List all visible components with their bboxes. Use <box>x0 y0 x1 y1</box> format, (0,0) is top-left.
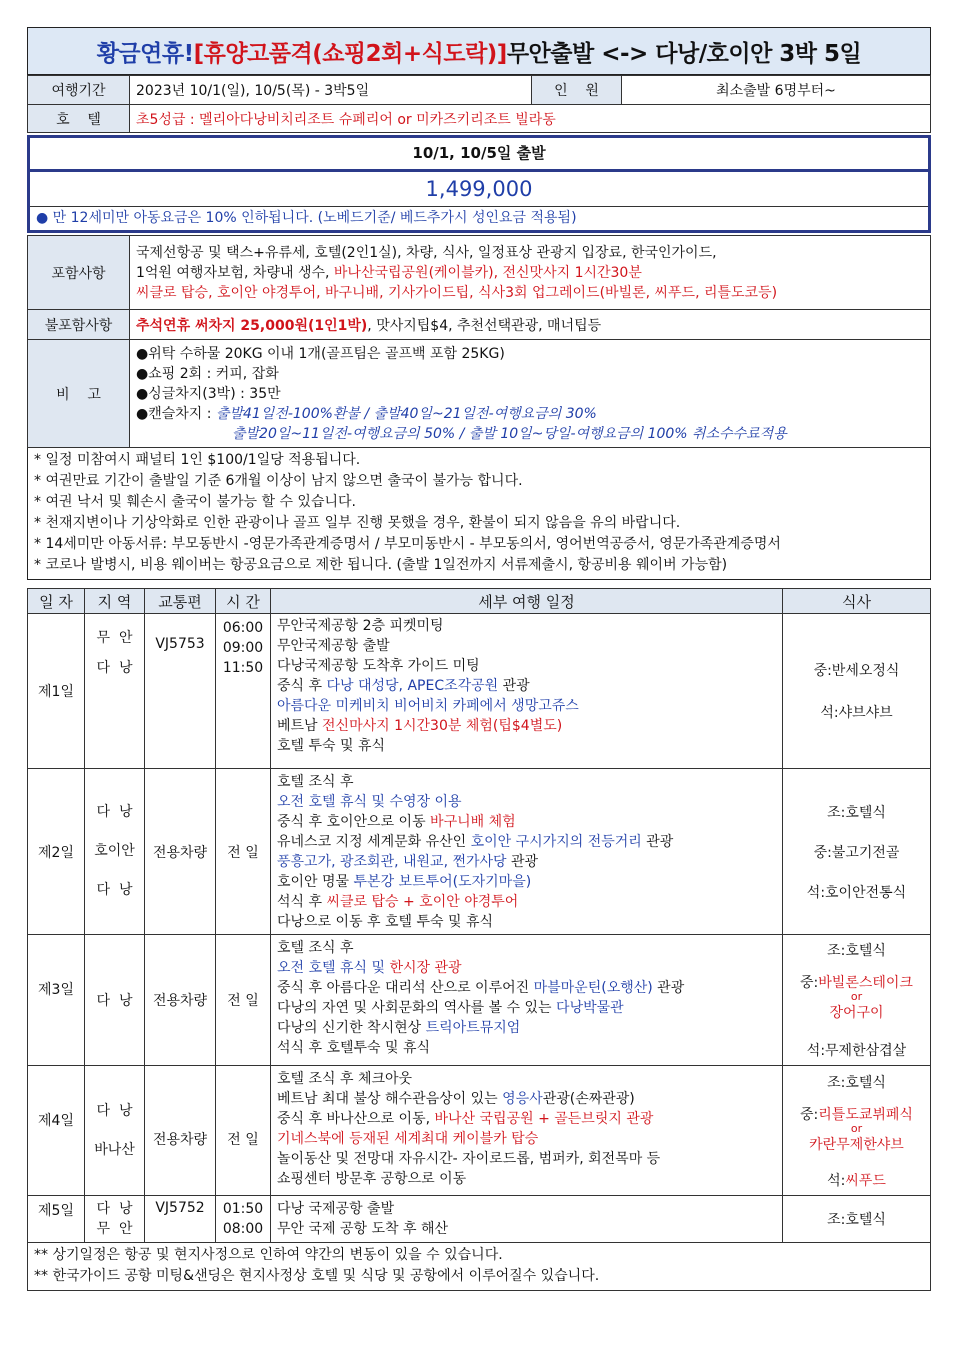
schedule-cell <box>271 769 783 935</box>
col-time: 시 간 <box>216 589 271 614</box>
day-label: 제3일 <box>28 935 85 1066</box>
meal-option: 카란무제한샤브 <box>809 1136 904 1153</box>
region-name: 바나산 <box>94 1141 135 1158</box>
itinerary-footer <box>28 1243 931 1291</box>
schedule-line <box>277 958 776 978</box>
tour-brochure <box>27 27 931 1291</box>
schedule-highlight: 오전 호텔 휴식 및 <box>277 960 390 976</box>
schedule-line: 기네스북에 등재된 세계최대 케이블카 탑승 <box>277 1131 539 1147</box>
notice-item: * 여권 낙서 및 훼손시 출국이 불가능 할 수 있습니다. <box>34 494 356 510</box>
meal-item: 조:호텔식 <box>827 1074 886 1091</box>
included-line-3: 씨클로 탑승, 호이안 야경투어, 바구니배, 기사가이드팁, 식사3회 업그레이드(바빌론, 씨푸드, 리틀도코등) <box>136 284 778 301</box>
schedule-line <box>277 1018 776 1038</box>
notice-item: * 14세미만 아동서류: 부모동반시 -영문가족관계증명서 / 부모미동반시 - 부모동의서, 영어번역공증서, 영문가족관계증명서 <box>34 536 781 552</box>
schedule-line: 다낭국제공항 도착후 가이드 미팅 <box>277 658 480 674</box>
meal-item <box>789 1104 924 1124</box>
itinerary-row-day1 <box>28 614 931 769</box>
schedule-line <box>277 892 776 912</box>
remarks-label: 비 고 <box>28 340 130 448</box>
price-block <box>27 135 931 233</box>
col-region: 지 역 <box>85 589 145 614</box>
remarks-content <box>130 340 931 448</box>
meal-prefix: 중: <box>800 1106 819 1123</box>
schedule-line <box>277 978 776 998</box>
included-line-2b: 바나산국립공원(케이블카), 전신맛사지 1시간30분 <box>333 264 642 281</box>
schedule-text: 베트남 <box>277 718 323 734</box>
schedule-text: 유네스코 지정 세계문화 유산인 <box>277 834 471 850</box>
time-value: 01:50 <box>222 1201 264 1217</box>
conditions-table <box>27 235 931 448</box>
schedule-line: 오전 호텔 휴식 및 수영장 이용 <box>277 794 462 810</box>
transport-type: 전용차량 <box>145 1066 216 1196</box>
schedule-line: 석식 후 호텔투숙 및 휴식 <box>277 1040 431 1056</box>
included-line-2 <box>136 263 924 283</box>
schedule-text: 다낭의 신기한 착시현상 <box>277 1020 426 1036</box>
schedule-line: 쇼핑센터 방문후 공항으로 이동 <box>277 1171 467 1187</box>
excluded-label: 불포함사항 <box>28 310 130 340</box>
meal-or: or <box>850 1121 863 1135</box>
time-value: 11:50 <box>222 660 264 676</box>
meal-option: 리틀도쿄뷔페식 <box>818 1106 913 1123</box>
schedule-line: 놀이동산 및 전망대 자유시간- 자이로드롭, 범퍼카, 회전목마 등 <box>277 1151 661 1167</box>
schedule-text: 중식 후 바나산으로 이동, <box>277 1111 435 1127</box>
itinerary-footer-row <box>28 1243 931 1291</box>
schedule-line <box>277 852 776 872</box>
people-value: 최소출발 6명부터~ <box>622 76 931 105</box>
schedule-highlight: 트릭아트뮤지엄 <box>425 1020 521 1036</box>
meal-option: 씨푸드 <box>845 1172 886 1189</box>
time-cell <box>216 1196 271 1243</box>
schedule-text: 베트남 최대 불상 해수관음상이 있는 <box>277 1091 503 1107</box>
schedule-highlight: 바구니배 체험 <box>430 814 516 830</box>
transport-type: 전용차량 <box>145 935 216 1066</box>
meal-item: 조:호텔식 <box>827 804 886 821</box>
region-cell <box>85 1066 145 1196</box>
page-title <box>27 27 931 75</box>
col-schedule: 세부 여행 일정 <box>271 589 783 614</box>
schedule-text: 석식 후 <box>277 894 327 910</box>
excluded-surcharge: 추석연휴 써차지 25,000원(1인1박) <box>136 317 368 334</box>
remarks-line-5: 출발20일~11일전-여행요금의 50% / 출발 10일~당일-여행요금의 100% 취소수수료적용 <box>232 425 787 442</box>
itinerary-table <box>27 588 931 1291</box>
col-meal: 식사 <box>783 589 931 614</box>
schedule-highlight: 투본강 보트투어(도자기마을) <box>353 874 532 890</box>
schedule-text: 관광 <box>652 980 685 996</box>
itinerary-row-day5 <box>28 1196 931 1243</box>
meal-cell <box>783 614 931 769</box>
region-name: 다 낭 <box>96 660 133 676</box>
schedule-line: 호텔 조식 후 <box>277 774 354 790</box>
schedule-highlight: 영응사 <box>502 1091 543 1107</box>
footer-note: ** 상기일정은 항공 및 현지사정으로 인하여 약간의 변동이 있을 수 있습니다. <box>34 1247 503 1263</box>
meal-cell <box>783 1066 931 1196</box>
flight-number: VJ5752 <box>145 1196 216 1243</box>
itinerary-row-day4 <box>28 1066 931 1196</box>
excluded-content <box>130 310 931 340</box>
schedule-line <box>277 1089 776 1109</box>
remarks-line-3: ●싱글차지(3박) : 35만 <box>136 385 281 402</box>
schedule-line: 호텔 조식 후 <box>277 940 354 956</box>
itinerary-row-day3 <box>28 935 931 1066</box>
schedule-highlight: 전신마사지 1시간30분 체험(팁$4별도) <box>322 718 563 734</box>
meal-prefix: 중: <box>800 975 819 991</box>
remarks-line-1: ●위탁 수하물 20KG 이내 1개(골프팀은 골프백 포함 25KG) <box>136 345 505 362</box>
schedule-cell <box>271 935 783 1066</box>
transport-type: 전용차량 <box>145 769 216 935</box>
day-label: 제2일 <box>28 769 85 935</box>
remarks-line-2: ●쇼핑 2회 : 커피, 잡화 <box>136 365 279 382</box>
schedule-highlight: 풍흥고가, 광조회관, 내원교, 쩐가사당 <box>277 854 507 870</box>
schedule-text: 호이안 명물 <box>277 874 354 890</box>
day-label: 제5일 <box>28 1196 85 1243</box>
schedule-cell <box>271 614 783 769</box>
time-value: 08:00 <box>222 1221 264 1237</box>
schedule-line <box>277 872 776 892</box>
notices-box <box>27 448 931 580</box>
schedule-text: 관광 <box>641 834 674 850</box>
region-cell <box>85 1196 145 1243</box>
title-promo: 황금연휴! <box>96 40 194 67</box>
region-cell <box>85 614 145 769</box>
title-package: [휴양고품격(쇼핑2회+식도락)] <box>193 40 507 67</box>
meal-cell <box>783 769 931 935</box>
region-name: 다 낭 <box>96 1102 133 1119</box>
time-cell <box>216 614 271 769</box>
day-label: 제4일 <box>28 1066 85 1196</box>
time-value: 06:00 <box>222 620 264 636</box>
schedule-highlight: 호이안 구시가지의 전등거리 <box>470 834 642 850</box>
schedule-line: 다낭으로 이동 후 호텔 투숙 및 휴식 <box>277 914 494 930</box>
schedule-highlight: 씨클로 탑승 + 호이안 야경투어 <box>326 894 519 910</box>
schedule-text: 중식 후 <box>277 678 327 694</box>
schedule-highlight: 다낭박물관 <box>556 1000 624 1016</box>
meal-item: 석:무제한삼겹살 <box>806 1043 907 1059</box>
included-content <box>130 236 931 310</box>
schedule-highlight: 바나산 국립공원 + 골든브릿지 관광 <box>434 1111 654 1127</box>
notice-item: * 여권만료 기간이 출발일 기준 6개월 이상이 남지 않으면 출국이 불가능 합니다. <box>34 473 523 489</box>
hotel-value: 초5성급 : 멜리아다낭비치리조트 슈페리어 or 미카즈키리조트 빌라동 <box>130 105 931 133</box>
schedule-line: 아름다운 미케비치 비어비치 카페에서 생망고쥬스 <box>277 698 579 714</box>
schedule-cell <box>271 1196 783 1243</box>
schedule-highlight: 다낭 대성당, APEC조각공원 <box>326 678 499 694</box>
excluded-rest: , 맛사지팁$4, 추천선택관광, 매너팁등 <box>367 317 602 334</box>
remarks-line-4 <box>136 404 924 424</box>
schedule-line <box>277 998 776 1018</box>
day-label: 제1일 <box>28 614 85 769</box>
schedule-line: 다낭 국제공항 출발 <box>277 1201 395 1217</box>
region-name: 다 낭 <box>96 804 133 820</box>
schedule-line <box>277 716 776 736</box>
footer-note: ** 한국가이드 공항 미팅&샌딩은 현지사정상 호텔 및 식당 및 공항에서 이루어질수 있습니다. <box>34 1268 600 1284</box>
schedule-line: 호텔 조식 후 체크아웃 <box>277 1071 413 1087</box>
period-label: 여행기간 <box>28 76 130 105</box>
schedule-line <box>277 832 776 852</box>
people-label: 인 원 <box>532 76 622 105</box>
schedule-text: 관광 <box>498 678 530 694</box>
time-value: 전 일 <box>216 935 271 1066</box>
col-day: 일 자 <box>28 589 85 614</box>
departure-dates: 10/1, 10/5일 출발 <box>30 138 928 172</box>
schedule-line: 호텔 투숙 및 휴식 <box>277 738 386 754</box>
meal-option: 장어구이 <box>829 1005 884 1021</box>
meal-item: 석:호이안전통식 <box>806 884 907 901</box>
schedule-text: 관광(손짜관광) <box>542 1091 635 1107</box>
region-name: 무 안 <box>96 630 133 646</box>
price-amount: 1,499,000 <box>30 172 928 207</box>
schedule-line <box>277 1109 776 1129</box>
title-route: 무안출발 <-> 다낭/호이안 3박 5일 <box>506 40 862 67</box>
schedule-text: 중식 후 호이안으로 이동 <box>277 814 431 830</box>
flight-number: VJ5753 <box>145 614 216 769</box>
schedule-line: 무안국제공항 출발 <box>277 638 390 654</box>
notice-item: * 일정 미참여시 패널티 1인 $100/1일당 적용됩니다. <box>34 452 361 468</box>
schedule-line: 무안 국제 공항 도착 후 해산 <box>277 1221 449 1237</box>
region-cell <box>85 769 145 935</box>
period-value: 2023년 10/1(일), 10/5(목) - 3박5일 <box>130 76 532 105</box>
meal-item: 조:호텔식 <box>827 943 886 959</box>
schedule-line <box>277 812 776 832</box>
region-name: 호이안 <box>94 843 135 859</box>
child-price-note: ● 만 12세미만 아동요금은 10% 인하됩니다. (노베드기준/ 베드추가시 성인요금 적용됨) <box>36 210 577 226</box>
meal-item: 중:반세오정식 <box>813 663 900 679</box>
meal-or: or <box>850 990 863 1003</box>
time-value: 09:00 <box>222 640 264 656</box>
region-name: 다 낭 <box>96 882 133 898</box>
hotel-label: 호 텔 <box>28 105 130 133</box>
meal-item: 조:호텔식 <box>783 1196 931 1243</box>
schedule-line <box>277 676 776 696</box>
time-value: 전 일 <box>216 1066 271 1196</box>
notice-item: * 천재지변이나 기상악화로 인한 관광이나 골프 일부 진행 못했을 경우, 환불이 되지 않음을 유의 바랍니다. <box>34 515 681 531</box>
col-transport: 교통편 <box>145 589 216 614</box>
region-name: 다 낭 <box>96 1201 133 1217</box>
included-line-2a: 1억원 여행자보험, 차량내 생수, <box>136 264 334 281</box>
schedule-highlight: 마블마운틴(오행산) <box>533 980 653 996</box>
itinerary-row-day2 <box>28 769 931 935</box>
remarks-line-4b: 출발41일전-100%환불 / 출발40일~21일전-여행요금의 30% <box>215 405 597 422</box>
schedule-text: 다낭의 자연 및 사회문화의 역사를 볼 수 있는 <box>277 1000 557 1016</box>
meal-cell <box>783 935 931 1066</box>
meal-item <box>789 972 924 992</box>
included-label: 포함사항 <box>28 236 130 310</box>
time-value: 전 일 <box>216 769 271 935</box>
schedule-text: 관광 <box>506 854 539 870</box>
region-name: 다 낭 <box>85 935 145 1066</box>
remarks-line-4a: ●캔슬차지 : <box>136 405 216 422</box>
schedule-text: 중식 후 아름다운 대리석 산으로 이루어진 <box>277 980 534 996</box>
meal-prefix: 석: <box>827 1172 846 1189</box>
meal-item: 중:불고기전골 <box>813 844 900 861</box>
notice-item: * 코로나 발병시, 비용 웨이버는 항공요금으로 제한 됩니다. (출발 1일전까지 서류제출시, 항공비용 웨이버 가능함) <box>34 557 728 573</box>
meal-item <box>789 1170 924 1190</box>
schedule-line: 무안국제공항 2층 피켓미팅 <box>277 618 444 634</box>
info-table <box>27 75 931 133</box>
schedule-cell <box>271 1066 783 1196</box>
schedule-highlight: 한시장 관광 <box>389 960 462 976</box>
meal-item: 석:샤브샤브 <box>820 705 893 721</box>
meal-option: 바빌론스테이크 <box>818 975 913 991</box>
region-name: 무 안 <box>96 1221 133 1237</box>
included-line-1: 국제선항공 및 택스+유류세, 호텔(2인1실), 차량, 식사, 일정표상 관광지 입장료, 한국인가이드, <box>136 244 717 261</box>
